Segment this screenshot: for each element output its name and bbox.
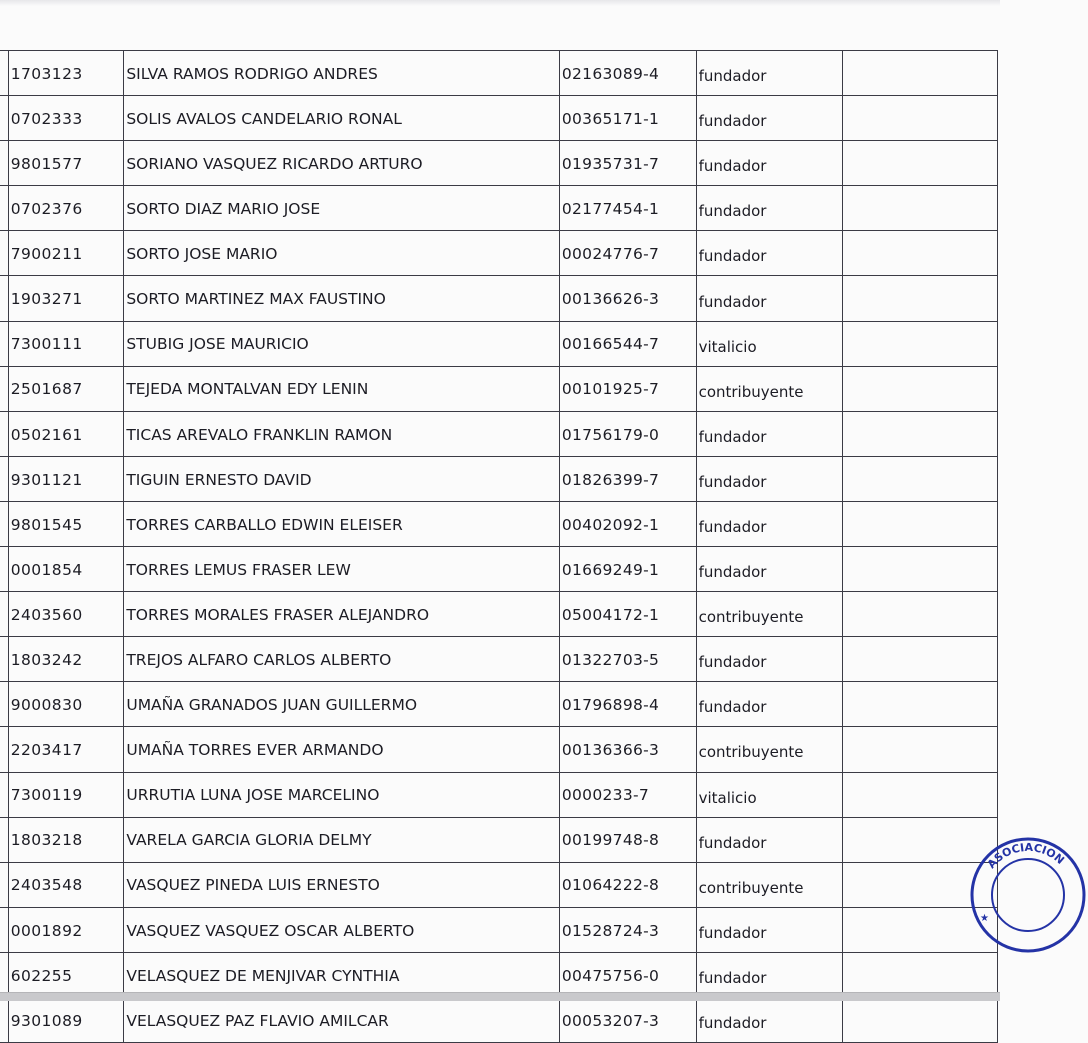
member-code-cell: 9301089 [8,997,124,1042]
document-number-cell: 00475756-0 [559,952,696,997]
document-number-cell: 05004172-1 [559,592,696,637]
document-number-cell: 00365171-1 [559,96,696,141]
member-type-cell: fundador [696,547,843,592]
member-type-cell: fundador [696,682,843,727]
document-number-cell: 01826399-7 [559,456,696,501]
member-type-cell: fundador [696,907,843,952]
document-number-cell: 00101925-7 [559,366,696,411]
member-name-cell: TEJEDA MONTALVAN EDY LENIN [124,366,560,411]
signature-cell [843,727,998,772]
table-row [0,366,998,411]
member-name-cell: SORTO MARTINEZ MAX FAUSTINO [124,276,560,321]
row-number-cell [0,952,8,997]
signature-cell [843,547,998,592]
member-code-cell: 1903271 [8,276,124,321]
signature-cell [843,141,998,186]
member-type-cell: fundador [696,96,843,141]
table-row [0,411,998,456]
document-number-cell: 00136626-3 [559,276,696,321]
table-row [0,907,998,952]
signature-cell [843,276,998,321]
document-number-cell: 01669249-1 [559,547,696,592]
document-number-cell: 0000233-7 [559,772,696,817]
signature-cell [843,96,998,141]
member-name-cell: TORRES LEMUS FRASER LEW [124,547,560,592]
table-row [0,547,998,592]
member-code-cell: 2501687 [8,366,124,411]
member-code-cell: 2403560 [8,592,124,637]
member-type-cell: fundador [696,501,843,546]
member-name-cell: TIGUIN ERNESTO DAVID [124,456,560,501]
signature-cell [843,997,998,1042]
member-type-cell: fundador [696,456,843,501]
member-code-cell: 7300119 [8,772,124,817]
row-number-cell [0,547,8,592]
member-table-body [0,51,998,1043]
table-row [0,817,998,862]
document-number-cell: 00053207-3 [559,997,696,1042]
member-code-cell: 2403548 [8,862,124,907]
member-type-cell: fundador [696,276,843,321]
member-name-cell: VELASQUEZ DE MENJIVAR CYNTHIA [124,952,560,997]
member-code-cell: 602255 [8,952,124,997]
member-name-cell: TICAS AREVALO FRANKLIN RAMON [124,411,560,456]
seal-outer-ring [972,839,1084,951]
table-row [0,231,998,276]
member-code-cell: 1803242 [8,637,124,682]
row-number-cell [0,276,8,321]
member-code-cell: 0001892 [8,907,124,952]
row-number-cell [0,231,8,276]
member-table [0,50,998,1043]
document-number-cell: 00136366-3 [559,727,696,772]
member-name-cell: STUBIG JOSE MAURICIO [124,321,560,366]
row-number-cell [0,501,8,546]
member-code-cell: 0001854 [8,547,124,592]
member-code-cell: 1703123 [8,51,124,96]
member-name-cell: TORRES MORALES FRASER ALEJANDRO [124,592,560,637]
row-number-cell [0,456,8,501]
table-row [0,141,998,186]
member-type-cell: fundador [696,952,843,997]
seal-inner-ring [992,859,1064,931]
document-number-cell: 02163089-4 [559,51,696,96]
signature-cell [843,366,998,411]
document-number-cell: 01796898-4 [559,682,696,727]
member-code-cell: 0502161 [8,411,124,456]
row-number-cell [0,96,8,141]
row-number-cell [0,592,8,637]
member-code-cell: 9000830 [8,682,124,727]
row-number-cell [0,186,8,231]
document-number-cell: 02177454-1 [559,186,696,231]
member-name-cell: VARELA GARCIA GLORIA DELMY [124,817,560,862]
member-name-cell: UMAÑA GRANADOS JUAN GUILLERMO [124,682,560,727]
row-number-cell [0,772,8,817]
document-number-cell: 01935731-7 [559,141,696,186]
member-name-cell: UMAÑA TORRES EVER ARMANDO [124,727,560,772]
table-row [0,96,998,141]
row-number-cell [0,817,8,862]
signature-cell [843,637,998,682]
table-row [0,501,998,546]
table-row [0,682,998,727]
member-code-cell: 1803218 [8,817,124,862]
member-code-cell: 7900211 [8,231,124,276]
document-number-cell: 01756179-0 [559,411,696,456]
row-number-cell [0,997,8,1042]
member-name-cell: SORTO DIAZ MARIO JOSE [124,186,560,231]
member-name-cell: SILVA RAMOS RODRIGO ANDRES [124,51,560,96]
table-row [0,637,998,682]
member-name-cell: VASQUEZ PINEDA LUIS ERNESTO [124,862,560,907]
member-type-cell: fundador [696,141,843,186]
signature-cell [843,682,998,727]
member-name-cell: TORRES CARBALLO EDWIN ELEISER [124,501,560,546]
member-name-cell: VELASQUEZ PAZ FLAVIO AMILCAR [124,997,560,1042]
member-type-cell: fundador [696,411,843,456]
member-code-cell: 9301121 [8,456,124,501]
row-number-cell [0,51,8,96]
row-number-cell [0,907,8,952]
member-code-cell: 9801577 [8,141,124,186]
member-code-cell: 0702333 [8,96,124,141]
table-row [0,321,998,366]
document-number-cell: 00024776-7 [559,231,696,276]
member-type-cell: contribuyente [696,727,843,772]
member-type-cell: fundador [696,231,843,276]
member-type-cell: contribuyente [696,366,843,411]
row-number-cell [0,862,8,907]
document-number-cell: 00199748-8 [559,817,696,862]
document-number-cell: 01322703-5 [559,637,696,682]
member-name-cell: VASQUEZ VASQUEZ OSCAR ALBERTO [124,907,560,952]
member-name-cell: SORTO JOSE MARIO [124,231,560,276]
member-type-cell: fundador [696,51,843,96]
member-type-cell: fundador [696,997,843,1042]
row-number-cell [0,321,8,366]
table-row [0,51,998,96]
table-row [0,862,998,907]
table-row [0,592,998,637]
signature-cell [843,501,998,546]
signature-cell [843,51,998,96]
document-number-cell: 01528724-3 [559,907,696,952]
signature-cell [843,186,998,231]
table-row [0,456,998,501]
member-code-cell: 2203417 [8,727,124,772]
document-number-cell: 00166544-7 [559,321,696,366]
member-type-cell: fundador [696,817,843,862]
member-type-cell: vitalicio [696,321,843,366]
scan-bottom-edge [0,992,1000,1001]
row-number-cell [0,366,8,411]
table-row [0,727,998,772]
table-row [0,952,998,997]
table-row [0,997,998,1042]
seal-star-icon: ★ [980,913,989,924]
seal-text: ASOCIACION [984,840,1067,871]
member-code-cell: 0702376 [8,186,124,231]
member-code-cell: 7300111 [8,321,124,366]
signature-cell [843,952,998,997]
signature-cell [843,772,998,817]
member-type-cell: fundador [696,637,843,682]
row-number-cell [0,727,8,772]
signature-cell [843,411,998,456]
signature-cell [843,456,998,501]
signature-cell [843,321,998,366]
member-type-cell: vitalicio [696,772,843,817]
document-number-cell: 01064222-8 [559,862,696,907]
member-code-cell: 9801545 [8,501,124,546]
association-seal [968,835,1088,955]
row-number-cell [0,637,8,682]
signature-cell [843,592,998,637]
row-number-cell [0,141,8,186]
member-name-cell: URRUTIA LUNA JOSE MARCELINO [124,772,560,817]
table-row [0,276,998,321]
table-row [0,772,998,817]
member-name-cell: SOLIS AVALOS CANDELARIO RONAL [124,96,560,141]
document-number-cell: 00402092-1 [559,501,696,546]
member-type-cell: fundador [696,186,843,231]
signature-cell [843,231,998,276]
row-number-cell [0,411,8,456]
member-name-cell: TREJOS ALFARO CARLOS ALBERTO [124,637,560,682]
row-number-cell [0,682,8,727]
member-name-cell: SORIANO VASQUEZ RICARDO ARTURO [124,141,560,186]
member-type-cell: contribuyente [696,592,843,637]
table-row [0,186,998,231]
scan-top-edge [0,0,1000,6]
member-type-cell: contribuyente [696,862,843,907]
